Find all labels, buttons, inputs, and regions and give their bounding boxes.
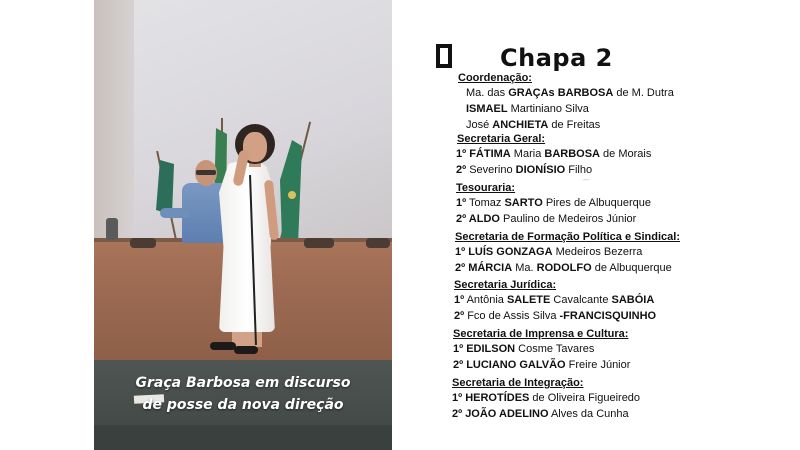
member-name (456, 146, 708, 162)
chair (130, 238, 156, 248)
name-bold-part: 2º (456, 164, 467, 176)
name-bold-part: SARTO (504, 197, 543, 209)
name-part: Paulino de Medeiros Júnior (499, 213, 637, 225)
name-part: Freire Júnior (565, 359, 631, 371)
name-part: Ma. (512, 262, 537, 274)
name-part: de Oliveira Figueiredo (529, 392, 641, 404)
name-bold-part: -FRANCISQUINHO (559, 310, 657, 322)
member-name (456, 211, 708, 227)
name-bold-part: 2º (454, 310, 465, 322)
member-name (456, 162, 708, 178)
ballot-section (392, 230, 708, 276)
member-name (456, 195, 708, 211)
member-name (453, 357, 708, 373)
chair (366, 238, 390, 248)
photo-curtain (94, 0, 134, 250)
name-part: Filho (565, 164, 593, 176)
ballot-section (392, 327, 708, 373)
member-name (466, 117, 708, 133)
name-part: Cavalcante (550, 294, 612, 306)
member-name (452, 406, 708, 422)
speaker-shoe (234, 346, 258, 354)
name-bold-part: SALETE (506, 294, 551, 306)
section-heading: Secretaria Jurídica: (454, 279, 557, 291)
name-part: Maria (510, 148, 545, 160)
speaker-shoe (210, 342, 236, 350)
name-bold-part: 1º (454, 294, 465, 306)
member-name (455, 244, 708, 260)
ballot-section (392, 181, 708, 227)
name-bold-part: 1º HEROTÍDES (452, 392, 530, 404)
handwritten-smudge: ~ (581, 174, 592, 187)
section-heading: Secretaria de Imprensa e Cultura: (453, 328, 629, 340)
flag-left (156, 160, 176, 215)
name-bold-part: 2º MÁRCIA (455, 262, 513, 274)
ballot-document (392, 0, 708, 450)
member-name (453, 341, 708, 357)
member-name (466, 101, 708, 117)
name-bold-part: ISMAEL (466, 103, 508, 115)
member-name (454, 292, 708, 308)
ballot-section (392, 71, 708, 133)
member-name (454, 308, 708, 324)
photo-caption (94, 372, 392, 416)
caption-line: Graça Barbosa em discurso (135, 375, 351, 391)
member-name (455, 260, 708, 276)
name-bold-part: RODOLFO (536, 262, 592, 274)
name-bold-part: GRAÇAs BARBOSA (508, 87, 614, 99)
seated-man-arm (160, 208, 190, 218)
name-bold-part: DIONÍSIO (515, 164, 566, 176)
name-part: Antônia (464, 294, 507, 306)
name-part: Severino (466, 164, 516, 176)
name-part: Cosme Tavares (515, 343, 595, 355)
name-part: Medeiros Bezerra (552, 246, 643, 258)
ballot-section (392, 376, 708, 422)
flag-right (280, 140, 302, 245)
name-part: Tomaz (466, 197, 505, 209)
table-microphone (106, 218, 118, 240)
name-bold-part: 1º FÁTIMA (456, 148, 511, 160)
member-name (452, 390, 708, 406)
ballot-section (392, 278, 708, 324)
chair (304, 238, 334, 248)
section-heading: Tesouraria: (456, 182, 516, 194)
section-heading: Secretaria Geral: (457, 133, 546, 145)
name-bold-part: SABÓIA (611, 294, 655, 306)
caption-line: de posse da nova direção (142, 397, 344, 413)
ballot-title: Chapa 2 (500, 44, 613, 72)
name-part: Fco de Assis Silva (464, 310, 560, 322)
member-name (466, 85, 708, 101)
name-part: de Albuquerque (591, 262, 672, 274)
ballot-section (392, 132, 708, 178)
name-part: de M. Dutra (613, 87, 674, 99)
name-bold-part: 1º (456, 197, 467, 209)
name-bold-part: BARBOSA (544, 148, 600, 160)
section-heading: Secretaria de Integração: (452, 377, 584, 389)
seated-man-glasses (196, 170, 216, 175)
name-bold-part: 2º ALDO (456, 213, 500, 225)
name-part: Pires de Albuquerque (542, 197, 652, 209)
name-part: de Freitas (548, 119, 601, 131)
name-bold-part: ANCHIETA (492, 119, 549, 131)
section-heading: Secretaria de Formação Política e Sindical: (455, 231, 680, 243)
name-bold-part: 1º EDILSON (453, 343, 516, 355)
name-part: José (466, 119, 493, 131)
section-heading: Coordenação: (458, 72, 532, 84)
name-bold-part: 2º JOÃO ADELINO (452, 408, 549, 420)
name-part: Alves da Cunha (548, 408, 629, 420)
stage-edge (94, 425, 392, 450)
name-part: de Morais (600, 148, 652, 160)
name-bold-part: 2º LUCIANO GALVÃO (453, 359, 566, 371)
name-bold-part: 1º LUÍS GONZAGA (455, 246, 553, 258)
name-part: Martiniano Silva (507, 103, 589, 115)
ballot-checkbox (436, 44, 452, 68)
name-part: Ma. das (466, 87, 509, 99)
